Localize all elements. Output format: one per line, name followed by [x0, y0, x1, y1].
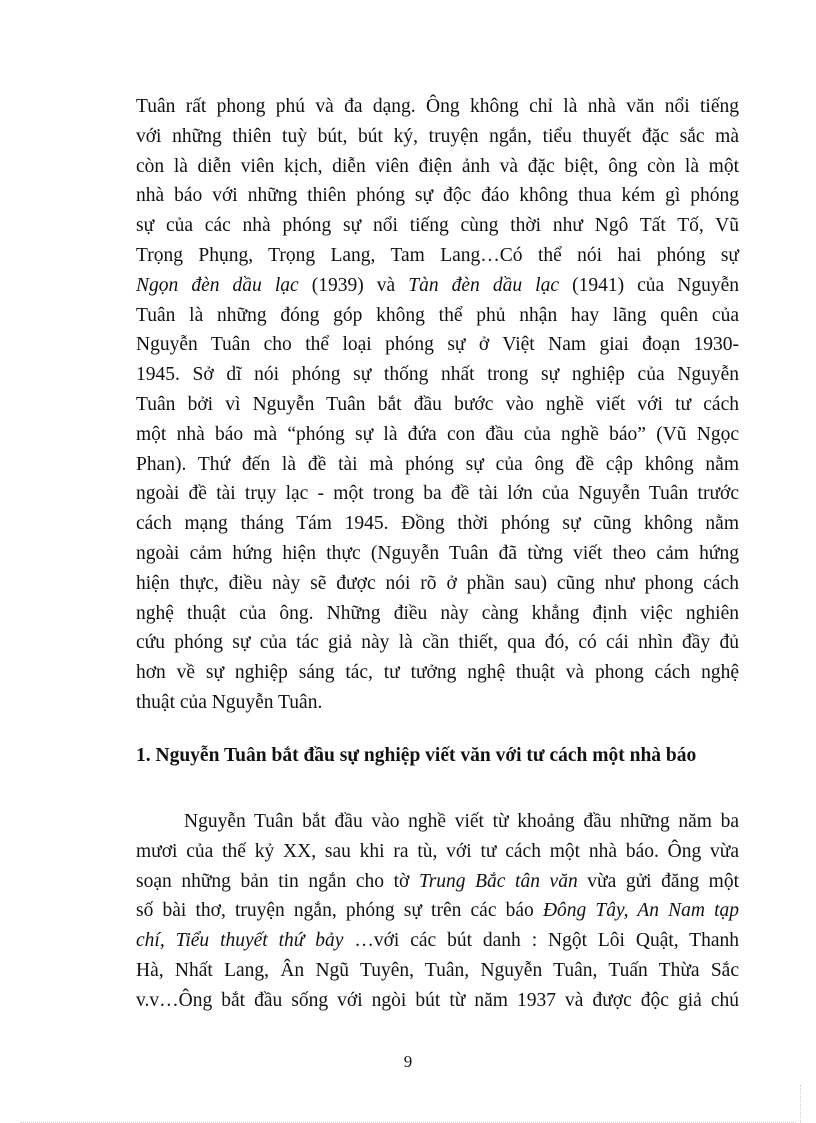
text-line	[136, 807, 739, 837]
text-run: Nguyễn Tuân cho thể loại phóng sự ở Việt Nam giai đoạn 1930-	[136, 334, 739, 356]
text-run: với những thiên tuỳ bút, bút ký, truyện ngắn, tiểu thuyết đặc sắc mà	[136, 125, 739, 147]
italic-title: Tàn đèn dầu lạc	[408, 274, 560, 296]
body-paragraph-1	[136, 92, 739, 718]
text-line	[136, 569, 739, 599]
text-line	[136, 479, 739, 509]
text-run: (1941) của Nguyễn	[559, 274, 739, 296]
text-line	[136, 241, 739, 271]
text-line	[136, 181, 739, 211]
page-number: 9	[403, 1052, 413, 1071]
text-run: …với các bút danh : Ngột Lôi Quật, Thanh	[343, 930, 739, 952]
text-run: hiện thực, điều này sẽ được nói rõ ở phần sau) cũng như phong cách	[136, 572, 739, 594]
text-run: một nhà báo mà “phóng sự là đứa con đầu của nghề báo” (Vũ Ngọc	[136, 423, 739, 445]
body-paragraph-2	[136, 807, 739, 1016]
italic-title: chí, Tiểu thuyết thứ bảy	[136, 930, 344, 952]
text-line	[136, 301, 739, 331]
italic-title: Trung Bắc tân văn	[418, 870, 578, 892]
text-run: cách mạng tháng Tám 1945. Đồng thời phóng sự cũng không nằm	[136, 513, 739, 535]
text-run: Trọng Phụng, Trọng Lang, Tam Lang…Có thể nói hai phóng sự	[136, 244, 739, 266]
text-run: số bài thơ, truyện ngắn, phóng sự trên các báo	[136, 900, 543, 922]
text-run: v.v…Ông bắt đầu sống với ngòi bút từ năm 1937 và được độc giả chú	[136, 989, 739, 1011]
italic-title: Đông Tây, An Nam tạp	[542, 900, 739, 922]
text-run: vừa gửi đăng một	[577, 870, 740, 892]
text-line	[136, 271, 739, 301]
text-run: Nguyễn Tuân bắt đầu vào nghề viết từ khoảng đầu những năm ba	[184, 811, 739, 832]
text-line	[136, 658, 739, 688]
section-heading: 1. Nguyễn Tuân bắt đầu sự nghiệp viết văn với tư cách một nhà báo	[136, 745, 697, 766]
text-line	[136, 390, 739, 420]
text-run: mươi của thế kỷ XX, sau khi ra tù, với tư cách một nhà báo. Ông vừa	[136, 840, 739, 862]
text-line	[136, 599, 739, 629]
text-line	[136, 360, 739, 390]
text-run: ngoài cảm hứng hiện thực (Nguyễn Tuân đã từng viết theo cảm hứng	[136, 542, 739, 564]
text-line	[136, 837, 739, 867]
text-run: cứu phóng sự của tác giả này là cần thiết, qua đó, có cái nhìn đầy đủ	[136, 632, 739, 654]
text-line	[136, 509, 739, 539]
text-run: sự của các nhà phóng sự nổi tiếng cùng thời như Ngô Tất Tố, Vũ	[136, 215, 739, 237]
text-line	[136, 956, 739, 986]
text-run: còn là diễn viên kịch, diễn viên điện ảnh và đặc biệt, ông còn là một	[136, 155, 739, 177]
text-line	[136, 926, 739, 956]
text-line	[136, 628, 739, 658]
text-line	[136, 688, 739, 718]
text-line	[136, 539, 739, 569]
text-run: nghệ thuật của ông. Những điều này càng khẳng định việc nghiên	[136, 602, 739, 624]
text-run: Phan). Thứ đến là đề tài mà phóng sự của ông đề cập không nằm	[136, 453, 739, 475]
text-run: nhà báo với những thiên phóng sự độc đáo không thua kém gì phóng	[136, 185, 739, 207]
text-run: soạn những bản tin ngắn cho tờ	[136, 870, 419, 892]
text-line	[136, 330, 739, 360]
text-line	[136, 152, 739, 182]
text-run: Hà, Nhất Lang, Ân Ngũ Tuyên, Tuân, Nguyễn Tuân, Tuấn Thừa Sắc	[136, 959, 739, 981]
italic-title: Ngọn đèn dầu lạc	[136, 274, 299, 296]
text-run: Tuân là những đóng góp không thể phủ nhận hay lãng quên của	[136, 304, 739, 326]
text-line	[136, 896, 739, 926]
text-run: Tuân bởi vì Nguyễn Tuân bắt đầu bước vào nghề viết với tư cách	[136, 393, 739, 415]
text-run: thuật của Nguyễn Tuân.	[136, 691, 323, 713]
text-line	[136, 450, 739, 480]
text-run: ngoài đề tài trụy lạc - một trong ba đề tài lớn của Nguyễn Tuân trước	[136, 483, 739, 505]
page-right-border	[800, 1085, 801, 1123]
text-line	[136, 122, 739, 152]
text-line	[136, 92, 739, 122]
text-run: (1939) và	[298, 274, 409, 296]
text-line	[136, 420, 739, 450]
text-line	[136, 986, 739, 1016]
text-run: hơn về sự nghiệp sáng tác, tư tưởng nghệ thuật và phong cách nghệ	[136, 662, 739, 684]
text-run: 1945. Sở dĩ nói phóng sự thống nhất trong sự nghiệp của Nguyễn	[136, 364, 739, 386]
text-line	[136, 867, 739, 897]
text-run: Tuân rất phong phú và đa dạng. Ông không chỉ là nhà văn nổi tiếng	[136, 96, 739, 117]
text-line	[136, 211, 739, 241]
